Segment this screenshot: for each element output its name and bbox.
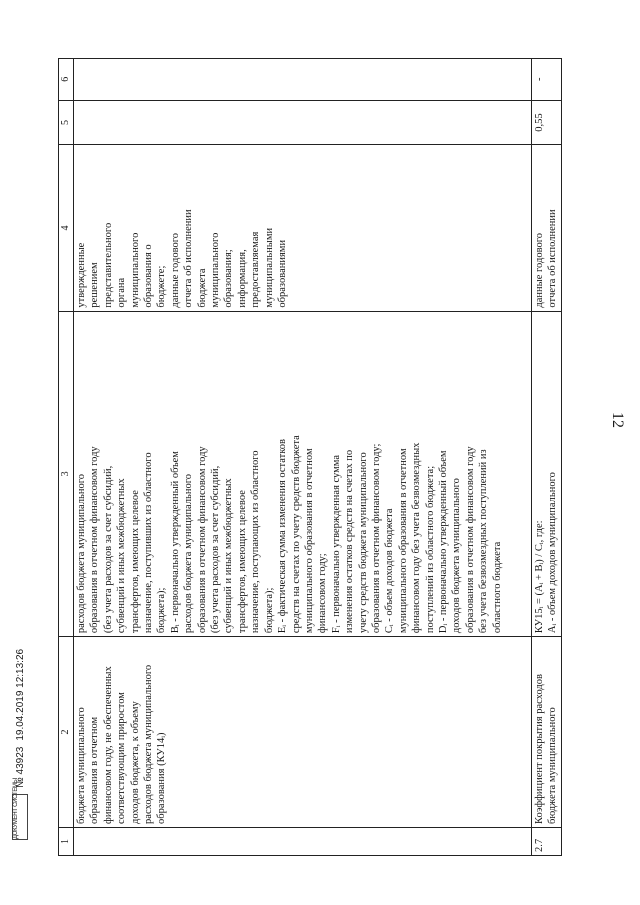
formula-line: изменения остатков средств на счетах по bbox=[344, 449, 356, 634]
source-line: муниципального bbox=[129, 232, 141, 308]
formula-line: расходов бюджета муниципального bbox=[76, 473, 87, 634]
value-cell: 0,55 bbox=[532, 100, 562, 145]
col6-cell bbox=[74, 59, 532, 101]
formula-line: Eᵢ - фактическая сумма изменения остатков bbox=[277, 439, 289, 634]
formula-cell bbox=[74, 311, 532, 637]
name-line: образования (КУ14ᵢ) bbox=[156, 732, 168, 824]
formula-line: субвенций и иных межбюджетных bbox=[223, 478, 235, 634]
header-col-6: 6 bbox=[59, 59, 74, 101]
source-line: образования; bbox=[223, 249, 235, 308]
name-line: бюджета муниципального bbox=[547, 707, 559, 824]
indicator-name-cell bbox=[532, 637, 562, 828]
data-source-cell bbox=[74, 145, 532, 311]
name-line: образования в отчетном bbox=[89, 716, 101, 824]
source-line: муниципального bbox=[210, 232, 222, 308]
formula-line: Aᵢ - объем доходов муниципального bbox=[547, 472, 559, 634]
formula-line: Bᵢ - первоначально утвержденный объем bbox=[169, 451, 181, 634]
formula-line: бюджета); bbox=[156, 587, 168, 634]
formula-line: Dᵢ - первоначально утвержденный объем bbox=[437, 450, 449, 634]
formula-line: образования в отчетном финансовом году; bbox=[370, 443, 382, 634]
formula-line: бюджета); bbox=[263, 587, 275, 634]
formula-line: муниципального образования в отчетном bbox=[397, 448, 409, 634]
formula-line: назначение, поступивших из областного bbox=[143, 452, 155, 634]
source-line: решением bbox=[89, 262, 101, 308]
source-line: информация, bbox=[236, 249, 248, 308]
header-col-4: 4 bbox=[59, 145, 74, 311]
source-line: образованиями bbox=[277, 239, 289, 308]
header-col-3: 3 bbox=[59, 311, 74, 637]
source-line: образования о bbox=[143, 244, 155, 308]
source-line: данные годового bbox=[169, 232, 181, 308]
source-line: представительного bbox=[102, 222, 114, 308]
formula-line: Cᵢ - объем доходов бюджета bbox=[384, 508, 396, 634]
table-row bbox=[74, 59, 532, 856]
document-number: № 43923 bbox=[14, 746, 26, 788]
system-stamp: ДОКУМЕНТ СИСТЕМЫ bbox=[12, 794, 28, 840]
formula-line: (без учета расходов за счет субсидий, bbox=[102, 465, 114, 634]
header-col-1: 1 bbox=[59, 827, 74, 855]
formula-line: Fᵢ - первоначально утвержденная сумма bbox=[330, 454, 342, 634]
formula-line: образования в отчетном финансовом году bbox=[89, 446, 101, 634]
formula-line: (без учета расходов за счет субсидий, bbox=[210, 465, 222, 634]
source-line: муниципальными bbox=[263, 227, 275, 308]
formula-line: финансовом году без учета безвозмездных bbox=[411, 442, 423, 634]
formula-line: областного бюджета bbox=[491, 541, 503, 634]
source-line: отчета об исполнении bbox=[547, 209, 559, 308]
name-line: доходов бюджета, к объему bbox=[129, 701, 141, 824]
name-line: бюджета муниципального bbox=[76, 707, 87, 824]
source-line: данные годового bbox=[534, 232, 545, 308]
table-row bbox=[532, 59, 562, 856]
indicator-name-cell bbox=[74, 637, 532, 828]
row-number-cell: 2.7 bbox=[532, 827, 562, 855]
formula-line: субвенций и иных межбюджетных bbox=[116, 478, 128, 634]
name-line: Коэффициент покрытия расходов bbox=[534, 674, 545, 824]
header-col-5: 5 bbox=[59, 100, 74, 145]
formula-line: трансфертов, имеющих целевое bbox=[129, 490, 141, 634]
table-wrapper bbox=[58, 58, 583, 856]
source-line: бюджете; bbox=[156, 265, 168, 308]
formula-line: учету средств бюджета муниципального bbox=[357, 452, 369, 634]
footer-stamp-line bbox=[12, 649, 28, 840]
col6-cell: - bbox=[532, 59, 562, 101]
page-number: 12 bbox=[609, 412, 626, 428]
data-source-cell bbox=[532, 145, 562, 311]
source-line: отчета об исполнении bbox=[183, 209, 195, 308]
formula-line: финансовом году; bbox=[317, 553, 329, 634]
formula-line: образования в отчетном финансовом году bbox=[464, 446, 476, 634]
document-timestamp: 19.04.2019 12:13:26 bbox=[14, 648, 26, 741]
formula-line: средств на счетах по учету средств бюджета bbox=[290, 435, 302, 634]
formula-line: муниципального образования в отчетном bbox=[303, 448, 315, 634]
formula-line: расходов бюджета муниципального bbox=[183, 473, 195, 634]
formula-line: КУ15ᵢ = (Aᵢ + Bᵢ) / Cᵢ, где: bbox=[534, 520, 545, 634]
row-number-cell bbox=[74, 827, 532, 855]
name-line: соответствующим приростом bbox=[116, 692, 128, 824]
formula-line: назначение, поступающих из областного bbox=[250, 450, 262, 634]
formula-line: поступлений из областного бюджета; bbox=[424, 465, 436, 634]
formula-line: без учета безвозмездных поступлений из bbox=[478, 449, 490, 634]
source-line: предоставляемая bbox=[250, 231, 262, 308]
name-line: финансовом году, не обеспеченных bbox=[102, 666, 114, 824]
indicators-table bbox=[58, 58, 562, 856]
header-col-2: 2 bbox=[59, 637, 74, 828]
formula-line: образования в отчетном финансовом году bbox=[196, 446, 208, 634]
source-line: утвержденные bbox=[76, 242, 87, 308]
formula-line: доходов бюджета муниципального bbox=[451, 478, 463, 634]
formula-line: трансфертов, имеющих целевое bbox=[236, 490, 248, 634]
name-line: расходов бюджета муниципального bbox=[143, 664, 155, 824]
source-line: бюджета bbox=[196, 268, 208, 308]
rotated-table-container bbox=[58, 58, 583, 856]
value-cell bbox=[74, 100, 532, 145]
formula-cell bbox=[532, 311, 562, 637]
source-line: органа bbox=[116, 277, 128, 308]
table-header-row bbox=[59, 59, 74, 856]
